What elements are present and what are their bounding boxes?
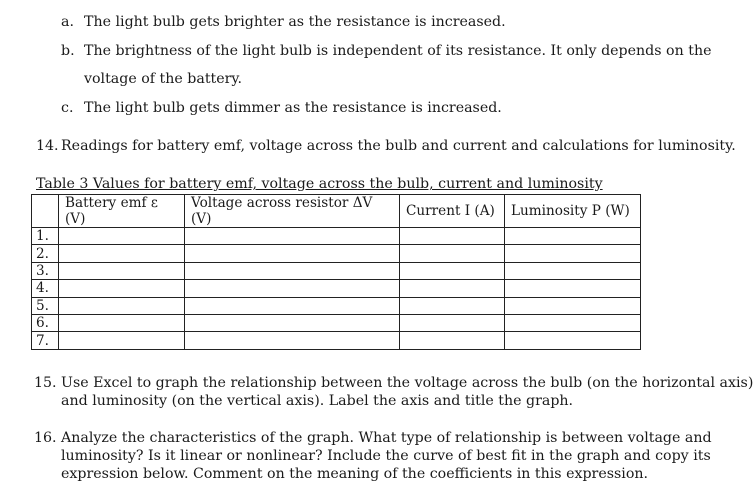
question-text: Readings for battery emf, voltage across the bulb and current and calculations for luminosity. — [61, 138, 736, 154]
emf-cell[interactable] — [59, 245, 185, 262]
table-caption: Table 3 Values for battery emf, voltage across the bulb, current and luminosity — [36, 176, 603, 192]
table-header-cell: Current I (A) — [400, 195, 505, 228]
voltage-cell[interactable] — [185, 245, 400, 262]
table-row — [32, 245, 641, 262]
question-number: 15. — [34, 375, 57, 391]
current-cell[interactable] — [400, 280, 505, 297]
luminosity-cell[interactable] — [505, 228, 641, 245]
voltage-cell[interactable] — [185, 297, 400, 314]
table-header-cell: Voltage across resistor ΔV (V) — [185, 195, 400, 228]
choice-letter: b. — [61, 43, 75, 59]
row-index: 4. — [32, 280, 59, 297]
readings-table — [31, 194, 641, 350]
current-cell[interactable] — [400, 314, 505, 331]
choice-text: The brightness of the light bulb is independent of its resistance. It only depends on the — [84, 43, 712, 59]
choice-text: The light bulb gets brighter as the resistance is increased. — [84, 14, 506, 30]
question-number: 14. — [36, 138, 59, 154]
emf-cell[interactable] — [59, 262, 185, 279]
table-row — [32, 297, 641, 314]
choice-text: voltage of the battery. — [84, 71, 243, 87]
row-index: 3. — [32, 262, 59, 279]
luminosity-cell[interactable] — [505, 245, 641, 262]
emf-cell[interactable] — [59, 228, 185, 245]
table-row — [32, 332, 641, 349]
table-row — [32, 280, 641, 297]
current-cell[interactable] — [400, 332, 505, 349]
luminosity-cell[interactable] — [505, 314, 641, 331]
current-cell[interactable] — [400, 297, 505, 314]
emf-cell[interactable] — [59, 314, 185, 331]
table-header-cell — [32, 195, 59, 228]
table-row — [32, 314, 641, 331]
emf-cell[interactable] — [59, 332, 185, 349]
question-number: 16. — [34, 430, 57, 446]
luminosity-cell[interactable] — [505, 332, 641, 349]
voltage-cell[interactable] — [185, 228, 400, 245]
row-index: 2. — [32, 245, 59, 262]
row-index: 7. — [32, 332, 59, 349]
luminosity-cell[interactable] — [505, 262, 641, 279]
current-cell[interactable] — [400, 262, 505, 279]
row-index: 5. — [32, 297, 59, 314]
luminosity-cell[interactable] — [505, 280, 641, 297]
table-header-cell: Battery emf ε (V) — [59, 195, 185, 228]
question-text: expression below. Comment on the meaning of the coefficients in this expression. — [61, 466, 649, 482]
question-text: and luminosity (on the vertical axis). Label the axis and title the graph. — [61, 393, 574, 409]
question-text: luminosity? Is it linear or nonlinear? Include the curve of best fit in the graph and copy its — [61, 448, 711, 464]
current-cell[interactable] — [400, 228, 505, 245]
row-index: 1. — [32, 228, 59, 245]
table-row — [32, 228, 641, 245]
voltage-cell[interactable] — [185, 314, 400, 331]
choice-letter: a. — [61, 14, 74, 30]
voltage-cell[interactable] — [185, 262, 400, 279]
row-index: 6. — [32, 314, 59, 331]
question-text: Use Excel to graph the relationship between the voltage across the bulb (on the horizontal axis) — [61, 375, 754, 391]
emf-cell[interactable] — [59, 280, 185, 297]
voltage-cell[interactable] — [185, 332, 400, 349]
question-text: Analyze the characteristics of the graph. What type of relationship is between voltage and — [61, 430, 712, 446]
choice-text: The light bulb gets dimmer as the resistance is increased. — [84, 100, 502, 116]
voltage-cell[interactable] — [185, 280, 400, 297]
table-row — [32, 262, 641, 279]
luminosity-cell[interactable] — [505, 297, 641, 314]
current-cell[interactable] — [400, 245, 505, 262]
emf-cell[interactable] — [59, 297, 185, 314]
table-header-cell: Luminosity P (W) — [505, 195, 641, 228]
choice-letter: c. — [61, 100, 74, 116]
table-header-row — [32, 195, 641, 228]
